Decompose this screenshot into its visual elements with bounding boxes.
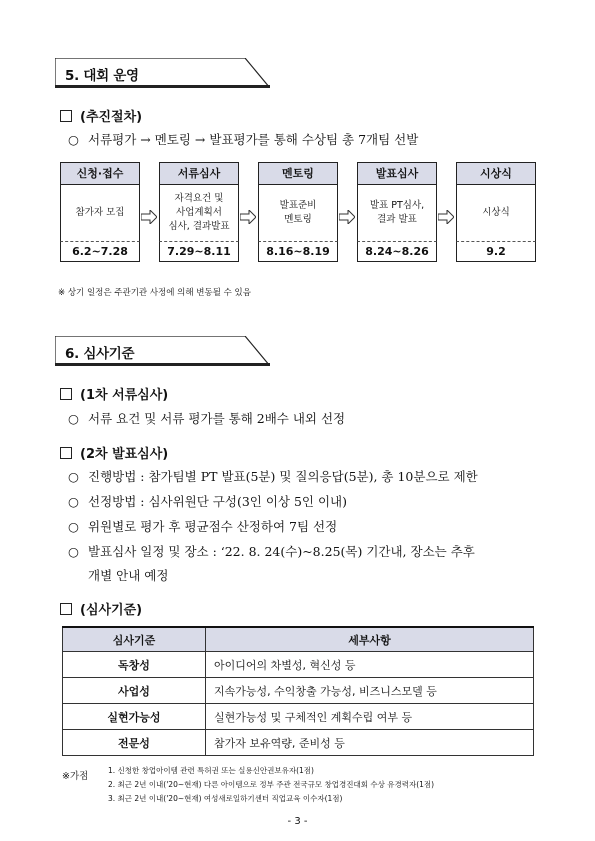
table-header-row bbox=[63, 627, 534, 652]
step-body: 발표 PT심사, 결과 발표 bbox=[357, 185, 437, 242]
second-review-subtitle: (2차 발표심사) bbox=[60, 443, 168, 462]
circle-bullet-icon: ○ bbox=[68, 544, 79, 559]
circle-bullet-icon: ○ bbox=[68, 469, 79, 484]
criteria-name: 사업성 bbox=[63, 678, 206, 704]
step-head: 발표심사 bbox=[357, 162, 437, 185]
step-head: 서류심사 bbox=[159, 162, 239, 185]
second-review-line: ○ 발표심사 일정 및 장소 : ‘22. 8. 24(수)~8.25(목) 기간내, 장소는 추후 bbox=[68, 544, 475, 559]
criteria-detail: 아이디어의 차별성, 혁신성 등 bbox=[206, 652, 534, 678]
schedule-note: ※ 상기 일정은 주관기관 사정에 의해 변동될 수 있음 bbox=[58, 288, 251, 298]
table-row bbox=[63, 704, 534, 730]
arrow-right-icon bbox=[141, 210, 157, 224]
step-mentoring bbox=[258, 162, 338, 262]
arrow-right-icon bbox=[438, 210, 454, 224]
step-head: 시상식 bbox=[456, 162, 536, 185]
circle-bullet-icon: ○ bbox=[68, 411, 79, 426]
step-presentation-review bbox=[357, 162, 437, 262]
step-body: 시상식 bbox=[456, 185, 536, 242]
second-review-line: ○ 진행방법 : 참가팀별 PT 발표(5분) 및 질의응답(5분), 총 10분으로 제한 bbox=[68, 469, 478, 484]
arrow-right-icon bbox=[240, 210, 256, 224]
section-5-title: 5. 대회 운영 bbox=[65, 68, 139, 84]
criteria-detail: 실현가능성 및 구체적인 계획수립 여부 등 bbox=[206, 704, 534, 730]
step-date: 8.24~8.26 bbox=[357, 242, 437, 262]
first-review-line: ○ 서류 요건 및 서류 평가를 통해 2배수 내외 선정 bbox=[68, 411, 346, 426]
step-date: 6.2~7.28 bbox=[60, 242, 140, 262]
table-row bbox=[63, 730, 534, 756]
bonus-item: 2. 최근 2년 이내('20~현재) 다른 아이템으로 정부 주관 전국규모 창업경진대회 수상 유경력자(1점) bbox=[108, 780, 435, 789]
criteria-name: 전문성 bbox=[63, 730, 206, 756]
section-6-title: 6. 심사기준 bbox=[65, 346, 135, 362]
criteria-subtitle: (심사기준) bbox=[60, 599, 142, 618]
checkbox-square-icon bbox=[60, 603, 72, 615]
step-head: 멘토링 bbox=[258, 162, 338, 185]
first-review-subtitle: (1차 서류심사) bbox=[60, 384, 168, 403]
bonus-item: 1. 신청한 창업아이템 관련 특허권 또는 실용신안권보유자(1점) bbox=[108, 766, 314, 775]
criteria-name: 독창성 bbox=[63, 652, 206, 678]
step-body: 발표준비 멘토링 bbox=[258, 185, 338, 242]
table-row bbox=[63, 678, 534, 704]
step-application bbox=[60, 162, 140, 262]
criteria-detail: 참가자 보유역량, 준비성 등 bbox=[206, 730, 534, 756]
bonus-item: 3. 최근 2년 이내('20~현재) 여성새로일하기센터 직업교육 이수자(1점) bbox=[108, 794, 343, 803]
procedure-subtitle: (추진절차) bbox=[60, 106, 142, 125]
bonus-label: ※가점 bbox=[62, 771, 89, 782]
section-6-header bbox=[55, 336, 270, 366]
step-date: 8.16~8.19 bbox=[258, 242, 338, 262]
circle-bullet-icon: ○ bbox=[68, 494, 79, 509]
procedure-line: ○ 서류평가 → 멘토링 → 발표평가를 통해 수상팀 총 7개팀 선발 bbox=[68, 132, 419, 147]
step-head: 신청·접수 bbox=[60, 162, 140, 185]
arrow-right-icon bbox=[339, 210, 355, 224]
step-body: 자격요건 및 사업계획서 심사, 결과발표 bbox=[159, 185, 239, 242]
second-review-line-continued: 개별 안내 예정 bbox=[88, 568, 169, 583]
bonus-list bbox=[108, 764, 434, 806]
circle-bullet-icon: ○ bbox=[68, 519, 79, 534]
page-number: - 3 - bbox=[287, 816, 308, 827]
section-5-header bbox=[55, 58, 270, 88]
table-header-criteria: 심사기준 bbox=[63, 627, 206, 652]
checkbox-square-icon bbox=[60, 447, 72, 459]
criteria-detail: 지속가능성, 수익창출 가능성, 비즈니스모델 등 bbox=[206, 678, 534, 704]
checkbox-square-icon bbox=[60, 110, 72, 122]
table-header-details: 세부사항 bbox=[206, 627, 534, 652]
criteria-name: 실현가능성 bbox=[63, 704, 206, 730]
step-award-ceremony bbox=[456, 162, 536, 262]
second-review-line: ○ 위원별로 평가 후 평균점수 산정하여 7팀 선정 bbox=[68, 519, 338, 534]
step-body: 참가자 모집 bbox=[60, 185, 140, 242]
step-document-review bbox=[159, 162, 239, 262]
table-row bbox=[63, 652, 534, 678]
second-review-line: ○ 선정방법 : 심사위원단 구성(3인 이상 5인 이내) bbox=[68, 494, 347, 509]
criteria-table bbox=[62, 626, 534, 756]
step-date: 9.2 bbox=[456, 242, 536, 262]
circle-bullet-icon: ○ bbox=[68, 132, 79, 147]
checkbox-square-icon bbox=[60, 388, 72, 400]
step-date: 7.29~8.11 bbox=[159, 242, 239, 262]
